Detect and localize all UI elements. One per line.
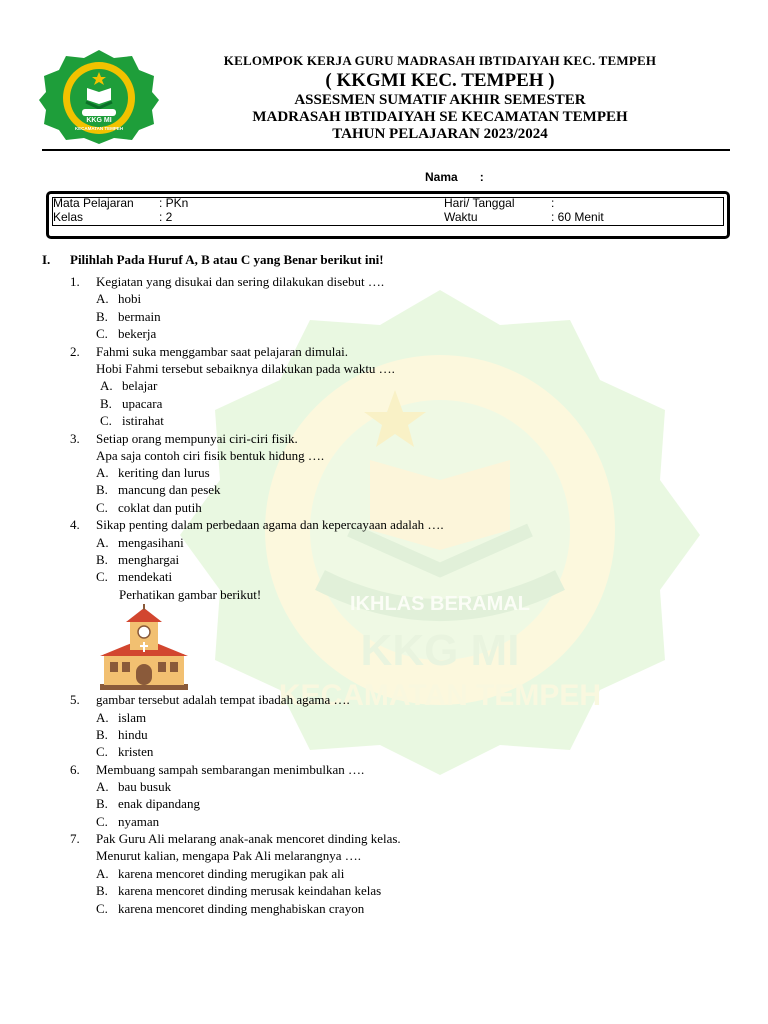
option-5b: B. hindu — [96, 727, 148, 742]
header-year: TAHUN PELAJARAN 2023/2024 — [332, 126, 548, 143]
question-number: 7. — [70, 831, 80, 846]
hari-value: : — [551, 196, 555, 210]
svg-text:KECAMATAN TEMPEH: KECAMATAN TEMPEH — [278, 679, 602, 712]
option-7a: A. karena mencoret dinding merugikan pak ali — [96, 866, 345, 881]
question-number: 4. — [70, 517, 80, 532]
option-1c: C. bekerja — [96, 326, 157, 341]
church-image — [96, 604, 192, 692]
question-text: Fahmi suka menggambar saat pelajaran dimulai. — [96, 344, 348, 359]
question-text: Kegiatan yang disukai dan sering dilakukan disebut …. — [96, 274, 385, 289]
header-school: MADRASAH IBTIDAIYAH SE KECAMATAN TEMPEH — [252, 109, 628, 126]
header-exam-title: ASSESMEN SUMATIF AKHIR SEMESTER — [294, 91, 586, 108]
option-3a: A. keriting dan lurus — [96, 465, 210, 480]
mapel-label: Mata Pelajaran — [53, 196, 134, 210]
option-5c: C. kristen — [96, 744, 154, 759]
nama-colon: : — [479, 170, 484, 184]
question-text: Sikap penting dalam perbedaan agama dan kepercayaan adalah …. — [96, 517, 444, 532]
option-3b: B. mancung dan pesek — [96, 482, 221, 497]
question-3-line-2: Apa saja contoh ciri fisik bentuk hidung …. — [96, 448, 325, 463]
header-org: KELOMPOK KERJA GURU MADRASAH IBTIDAIYAH KEC. TEMPEH — [223, 53, 657, 68]
question-2-line-2: Hobi Fahmi tersebut sebaiknya dilakukan pada waktu …. — [96, 361, 395, 376]
option-2b: B. upacara — [100, 396, 163, 411]
question-number: 5. — [70, 692, 80, 707]
option-4b: B. menghargai — [96, 552, 180, 567]
option-2a: A. belajar — [100, 378, 158, 393]
student-name-field — [425, 170, 484, 184]
option-7b: B. karena mencoret dinding merusak keindahan kelas — [96, 883, 382, 898]
option-1b: B. bermain — [96, 309, 161, 324]
option-4c: C. mendekati — [96, 569, 173, 584]
question-text: Pak Guru Ali melarang anak-anak mencoret dinding kelas. — [96, 831, 401, 846]
svg-text:KKG MI: KKG MI — [86, 117, 112, 124]
option-6a: A. bau busuk — [96, 779, 172, 794]
option-7c: C. karena mencoret dinding menghabiskan crayon — [96, 901, 365, 916]
kelas-value: : 2 — [159, 210, 173, 224]
exam-header — [180, 54, 700, 144]
question-text: Setiap orang mempunyai ciri-ciri fisik. — [96, 431, 298, 446]
waktu-label: Waktu — [444, 210, 478, 224]
option-5a: A. islam — [96, 710, 147, 725]
nama-label: Nama — [425, 170, 458, 184]
question-7-line-2: Menurut kalian, mengapa Pak Ali melarangnya …. — [96, 848, 361, 863]
option-6b: B. enak dipandang — [96, 796, 200, 811]
header-abbrev: ( KKGMI KEC. TEMPEH ) — [325, 69, 555, 91]
section-number: I. — [42, 252, 51, 267]
mapel-value: : PKn — [159, 196, 189, 210]
waktu-value: : 60 Menit — [551, 210, 604, 224]
kkgmi-logo — [38, 48, 160, 144]
hari-label: Hari/ Tanggal — [444, 196, 515, 210]
section-heading — [42, 252, 384, 268]
question-text: Membuang sampah sembarangan menimbulkan …. — [96, 762, 365, 777]
option-4a: A. mengasihani — [96, 535, 184, 550]
option-3c: C. coklat dan putih — [96, 500, 202, 515]
question-number: 1. — [70, 274, 80, 289]
svg-text:IKHLAS BERAMAL: IKHLAS BERAMAL — [350, 593, 530, 615]
picture-instruction: Perhatikan gambar berikut! — [119, 587, 262, 602]
question-number: 6. — [70, 762, 80, 777]
exam-info-box — [46, 191, 730, 239]
section-instruction: Pilihlah Pada Huruf A, B atau C yang Benar berikut ini! — [70, 252, 384, 267]
option-2c: C. istirahat — [100, 413, 164, 428]
kelas-label: Kelas — [53, 210, 84, 224]
option-1a: A. hobi — [96, 291, 142, 306]
svg-text:KKG MI: KKG MI — [360, 626, 520, 675]
exam-info-inner-border — [52, 197, 724, 226]
option-6c: C. nyaman — [96, 814, 160, 829]
header-divider — [42, 149, 730, 151]
question-number: 2. — [70, 344, 80, 359]
question-number: 3. — [70, 431, 80, 446]
svg-text:KECAMATAN TEMPEH: KECAMATAN TEMPEH — [74, 126, 124, 131]
question-text: gambar tersebut adalah tempat ibadah agama …. — [96, 692, 350, 707]
